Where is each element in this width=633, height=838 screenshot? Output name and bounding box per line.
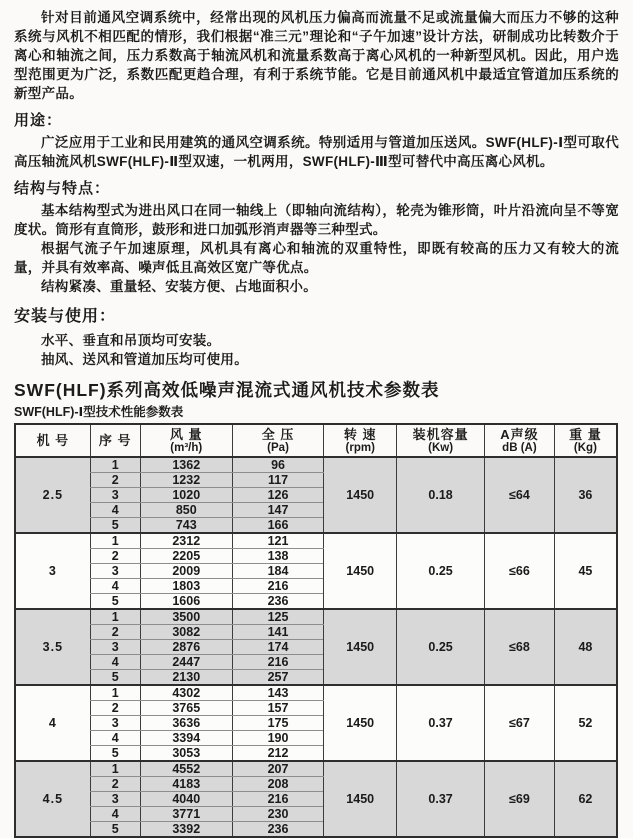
flow-cell: 2447 — [140, 655, 232, 670]
model-cell: 4 — [15, 685, 90, 761]
model-cell: 3.5 — [15, 609, 90, 685]
section-heading-usage: 用途： — [14, 112, 63, 129]
pressure-cell: 121 — [232, 533, 324, 549]
pressure-cell: 190 — [232, 731, 324, 746]
power-cell: 0.37 — [397, 761, 485, 837]
weight-cell: 36 — [554, 457, 617, 533]
noise-cell: ≤66 — [485, 533, 555, 609]
pressure-cell: 117 — [232, 473, 324, 488]
pressure-cell: 257 — [232, 670, 324, 686]
table-header-row — [15, 424, 617, 457]
header-seq: 序 号 — [90, 424, 140, 457]
flow-cell: 4302 — [140, 685, 232, 701]
document-page — [14, 8, 619, 838]
flow-cell: 2130 — [140, 670, 232, 686]
flow-cell: 3771 — [140, 807, 232, 822]
seq-cell: 2 — [90, 701, 140, 716]
table-row — [15, 533, 617, 549]
seq-cell: 4 — [90, 731, 140, 746]
pressure-cell: 96 — [232, 457, 324, 473]
pressure-cell: 174 — [232, 640, 324, 655]
header-flow: 风 量 (m³/h) — [140, 424, 232, 457]
table-row — [15, 761, 617, 777]
seq-cell: 5 — [90, 822, 140, 838]
flow-cell: 1606 — [140, 594, 232, 610]
usage-paragraph: 广泛应用于工业和民用建筑的通风空调系统。特别适用与管道加压送风。SWF(HLF)-Ⅰ型可取代高压轴流风机SWF(HLF)-Ⅱ型双速，一机两用，SWF(HLF)-Ⅲ型可替代中高压离心风机。 — [14, 135, 619, 169]
flow-cell: 2876 — [140, 640, 232, 655]
pressure-cell: 216 — [232, 655, 324, 670]
seq-cell: 4 — [90, 579, 140, 594]
table-subtitle: SWF(HLF)-Ⅰ型技术性能参数表 — [14, 405, 184, 419]
pressure-cell: 125 — [232, 609, 324, 625]
pressure-cell: 216 — [232, 579, 324, 594]
speed-cell: 1450 — [324, 457, 397, 533]
flow-cell: 1232 — [140, 473, 232, 488]
pressure-cell: 212 — [232, 746, 324, 762]
header-model: 机 号 — [15, 424, 90, 457]
flow-cell: 4183 — [140, 777, 232, 792]
flow-cell: 3082 — [140, 625, 232, 640]
intro-paragraph: 针对目前通风空调系统中，经常出现的风机压力偏高而流量不足或流量偏大而压力不够的这种系统与风机不相匹配的情形，我们根据“准三元”理论和“子午加速”设计方法，研制成功比转数介于离心和轴流之间，压力系数高于轴流风机和流量系数高于离心风机的一种新型风机。因此，用户选型范围更为广泛，系数匹配更趋合理，有利于系统节能。它是目前通风机中最适宜管道加压系统的新型产品。 — [14, 10, 619, 101]
speed-cell: 1450 — [324, 685, 397, 761]
power-cell: 0.18 — [397, 457, 485, 533]
flow-cell: 2009 — [140, 564, 232, 579]
header-weight: 重 量 (Kg) — [554, 424, 617, 457]
pressure-cell: 166 — [232, 518, 324, 534]
pressure-cell: 175 — [232, 716, 324, 731]
noise-cell: ≤67 — [485, 685, 555, 761]
pressure-cell: 141 — [232, 625, 324, 640]
noise-cell: ≤68 — [485, 609, 555, 685]
seq-cell: 5 — [90, 670, 140, 686]
model-cell: 3 — [15, 533, 90, 609]
structure-paragraph-3: 结构紧凑、重量轻、安装方便、占地面积小。 — [41, 279, 317, 294]
install-paragraph-1: 水平、垂直和吊顶均可安装。 — [41, 333, 221, 348]
section-heading-structure: 结构与特点： — [14, 180, 111, 197]
install-paragraph-2: 抽风、送风和管道加压均可使用。 — [41, 352, 248, 367]
structure-paragraph-2: 根据气流子午加速原理，风机具有离心和轴流的双重特性，即既有较高的压力又有较大的流量，并具有效率高、噪声低且高效区宽广等优点。 — [14, 241, 619, 275]
pressure-cell: 208 — [232, 777, 324, 792]
flow-cell: 1020 — [140, 488, 232, 503]
performance-table — [14, 423, 618, 838]
flow-cell: 1362 — [140, 457, 232, 473]
flow-cell: 3636 — [140, 716, 232, 731]
pressure-cell: 207 — [232, 761, 324, 777]
header-speed: 转 速 (rpm) — [324, 424, 397, 457]
seq-cell: 1 — [90, 533, 140, 549]
pressure-cell: 126 — [232, 488, 324, 503]
seq-cell: 2 — [90, 549, 140, 564]
flow-cell: 743 — [140, 518, 232, 534]
speed-cell: 1450 — [324, 761, 397, 837]
flow-cell: 3765 — [140, 701, 232, 716]
seq-cell: 3 — [90, 716, 140, 731]
header-power: 装机容量 (Kw) — [397, 424, 485, 457]
seq-cell: 4 — [90, 503, 140, 518]
pressure-cell: 236 — [232, 594, 324, 610]
pressure-cell: 230 — [232, 807, 324, 822]
flow-cell: 850 — [140, 503, 232, 518]
pressure-cell: 138 — [232, 549, 324, 564]
table-row — [15, 685, 617, 701]
header-pressure: 全 压 (Pa) — [232, 424, 324, 457]
flow-cell: 1803 — [140, 579, 232, 594]
flow-cell: 4552 — [140, 761, 232, 777]
table-row — [15, 457, 617, 473]
flow-cell: 3392 — [140, 822, 232, 838]
flow-cell: 2205 — [140, 549, 232, 564]
pressure-cell: 236 — [232, 822, 324, 838]
weight-cell: 52 — [554, 685, 617, 761]
noise-cell: ≤64 — [485, 457, 555, 533]
weight-cell: 62 — [554, 761, 617, 837]
flow-cell: 3500 — [140, 609, 232, 625]
weight-cell: 48 — [554, 609, 617, 685]
seq-cell: 5 — [90, 518, 140, 534]
noise-cell: ≤69 — [485, 761, 555, 837]
seq-cell: 1 — [90, 457, 140, 473]
flow-cell: 3053 — [140, 746, 232, 762]
flow-cell: 2312 — [140, 533, 232, 549]
speed-cell: 1450 — [324, 533, 397, 609]
seq-cell: 3 — [90, 488, 140, 503]
model-cell: 2.5 — [15, 457, 90, 533]
flow-cell: 3394 — [140, 731, 232, 746]
structure-paragraph-1: 基本结构型式为进出风口在同一轴线上（即轴向流结构），轮壳为锥形筒，叶片沿流向呈不等宽度状。筒形有直筒形，鼓形和进口加弧形消声器等三种型式。 — [14, 203, 619, 237]
pressure-cell: 147 — [232, 503, 324, 518]
seq-cell: 3 — [90, 792, 140, 807]
section-heading-install: 安装与使用： — [14, 308, 117, 325]
seq-cell: 2 — [90, 473, 140, 488]
power-cell: 0.25 — [397, 609, 485, 685]
seq-cell: 4 — [90, 807, 140, 822]
pressure-cell: 157 — [232, 701, 324, 716]
seq-cell: 2 — [90, 777, 140, 792]
pressure-cell: 216 — [232, 792, 324, 807]
seq-cell: 2 — [90, 625, 140, 640]
weight-cell: 45 — [554, 533, 617, 609]
power-cell: 0.37 — [397, 685, 485, 761]
model-cell: 4.5 — [15, 761, 90, 837]
seq-cell: 3 — [90, 640, 140, 655]
seq-cell: 4 — [90, 655, 140, 670]
pressure-cell: 184 — [232, 564, 324, 579]
flow-cell: 4040 — [140, 792, 232, 807]
header-noise: A声级 dB (A) — [485, 424, 555, 457]
seq-cell: 5 — [90, 594, 140, 610]
seq-cell: 3 — [90, 564, 140, 579]
pressure-cell: 143 — [232, 685, 324, 701]
seq-cell: 1 — [90, 609, 140, 625]
seq-cell: 1 — [90, 685, 140, 701]
power-cell: 0.25 — [397, 533, 485, 609]
speed-cell: 1450 — [324, 609, 397, 685]
seq-cell: 5 — [90, 746, 140, 762]
table-title: SWF(HLF)系列高效低噪声混流式通风机技术参数表 — [14, 380, 440, 400]
seq-cell: 1 — [90, 761, 140, 777]
table-row — [15, 609, 617, 625]
